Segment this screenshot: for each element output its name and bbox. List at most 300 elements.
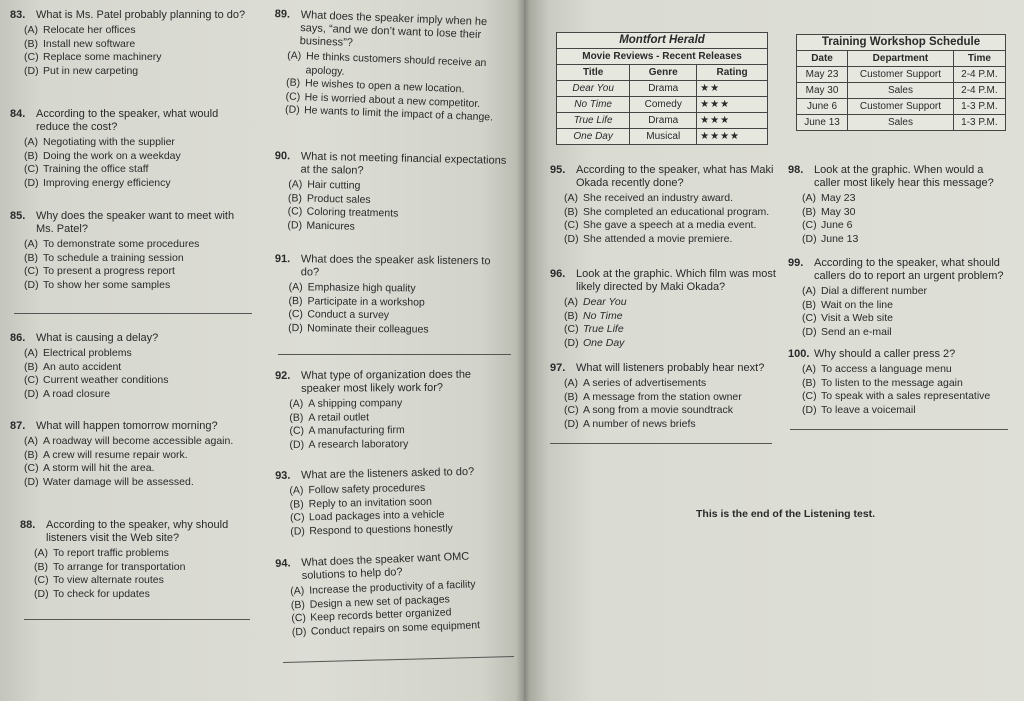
option-text: A roadway will become accessible again. <box>43 435 234 447</box>
question-text: According to the speaker, what would reduce the cost? <box>36 108 219 133</box>
schedule-header-date: Date <box>797 51 848 67</box>
option-letter: (D) <box>290 524 305 538</box>
answer-option <box>24 150 250 164</box>
option-letter: (C) <box>289 511 305 524</box>
answer-option <box>802 299 1010 313</box>
answer-option <box>24 361 250 375</box>
question-number: 87. <box>10 420 26 432</box>
movie-cell: ★★★★ <box>697 129 768 145</box>
movie-cell: ★★★ <box>697 113 768 129</box>
movie-row <box>557 97 768 113</box>
option-text: Wait on the line <box>821 298 893 311</box>
option-text: A research laboratory <box>308 437 409 451</box>
answer-option <box>24 136 250 150</box>
answer-option <box>24 24 250 38</box>
question-number: 95. <box>550 164 566 176</box>
answer-option <box>34 561 250 575</box>
answer-option <box>24 252 250 266</box>
question-number: 85. <box>10 210 26 222</box>
option-letter: (C) <box>24 265 39 277</box>
option-letter: (C) <box>802 219 817 231</box>
option-letter: (B) <box>802 376 816 389</box>
option-letter: (B) <box>24 149 38 162</box>
question-stem <box>788 348 1010 361</box>
option-text: Replace some machinery <box>43 51 162 63</box>
question-92 <box>275 368 512 452</box>
option-letter: (A) <box>564 377 578 389</box>
question-number: 90. <box>274 150 291 163</box>
movie-cell: Musical <box>630 129 697 145</box>
option-text: To present a progress report <box>43 265 175 277</box>
schedule-header-time: Time <box>953 51 1005 67</box>
answer-option <box>24 388 250 402</box>
option-letter: (C) <box>24 462 39 474</box>
question-text: According to the speaker, what has Maki Okada recently done? <box>576 164 774 189</box>
option-letter: (C) <box>802 312 817 324</box>
option-text: Electrical problems <box>43 347 132 359</box>
option-letter: (A) <box>24 24 38 36</box>
movie-table-title: Montfort Herald <box>557 33 768 49</box>
movie-cell: Drama <box>630 113 697 129</box>
question-89 <box>271 8 501 125</box>
question-98 <box>788 164 1010 246</box>
schedule-row <box>797 67 1006 83</box>
option-text: To demonstrate some procedures <box>43 238 200 250</box>
answer-option <box>802 404 1010 418</box>
question-stem <box>274 8 501 56</box>
schedule-cell: June 6 <box>797 99 848 115</box>
option-text: An auto accident <box>43 360 122 373</box>
question-84 <box>10 108 250 190</box>
option-letter: (D) <box>291 625 307 638</box>
schedule-cell: 1-3 P.M. <box>953 115 1005 131</box>
answer-options <box>288 281 511 337</box>
schedule-cell: 2-4 P.M. <box>953 67 1005 83</box>
question-86 <box>10 332 250 401</box>
answer-option <box>24 476 250 490</box>
answer-options <box>564 377 776 431</box>
question-number: 83. <box>10 9 26 21</box>
option-letter: (C) <box>24 374 39 386</box>
schedule-cell: Customer Support <box>848 99 954 115</box>
question-stem <box>550 164 776 190</box>
movie-cell: ★★★ <box>697 97 768 113</box>
answer-option <box>564 296 776 310</box>
option-letter: (D) <box>564 336 579 349</box>
option-letter: (B) <box>34 560 48 573</box>
answer-options <box>24 136 250 190</box>
option-text: Participate in a workshop <box>307 294 425 309</box>
schedule-cell: 2-4 P.M. <box>953 83 1005 99</box>
movie-header-rating: Rating <box>697 65 768 81</box>
schedule-row <box>797 83 1006 99</box>
option-text: Put in new carpeting <box>43 64 139 77</box>
answer-option <box>564 391 776 405</box>
option-letter: (B) <box>24 37 38 50</box>
answer-options <box>290 577 514 639</box>
question-text: Look at the graphic. When would a caller most likely hear this message? <box>814 164 994 189</box>
answer-option <box>24 38 250 52</box>
option-letter: (A) <box>802 192 816 204</box>
option-letter: (D) <box>288 321 303 334</box>
movie-cell: True Life <box>557 113 630 129</box>
question-91 <box>274 253 511 337</box>
option-text: She completed an educational program. <box>583 205 770 218</box>
section-divider <box>283 656 514 663</box>
answer-options <box>802 285 1010 339</box>
answer-options <box>564 296 776 350</box>
option-letter: (B) <box>285 76 301 90</box>
option-text: To schedule a training session <box>43 251 184 264</box>
answer-option <box>802 312 1010 326</box>
question-number: 92. <box>275 369 291 382</box>
question-83 <box>10 9 250 78</box>
answer-option <box>564 377 776 391</box>
option-letter: (A) <box>24 136 38 148</box>
option-letter: (D) <box>564 232 579 245</box>
question-text: What is causing a delay? <box>36 332 159 344</box>
question-text: What is Ms. Patel probably planning to do? <box>36 9 246 21</box>
answer-option <box>802 206 1010 220</box>
option-text: To show her some samples <box>43 278 171 291</box>
answer-options <box>24 238 250 292</box>
option-text: To listen to the message again <box>821 376 963 389</box>
option-letter: (A) <box>286 49 302 63</box>
option-text: Manicures <box>306 219 355 233</box>
answer-options <box>24 347 250 401</box>
option-letter: (A) <box>24 238 38 250</box>
schedule-cell: 1-3 P.M. <box>953 99 1005 115</box>
option-text: Dear You <box>583 296 627 308</box>
answer-options <box>24 24 250 78</box>
answer-option <box>802 326 1010 340</box>
answer-option <box>24 347 250 361</box>
option-text: True Life <box>583 323 624 335</box>
option-text: Doing the work on a weekday <box>43 149 181 162</box>
question-text: What is not meeting financial expectations at the salon? <box>300 150 507 177</box>
option-text: A storm will hit the area. <box>43 462 155 474</box>
answer-option <box>289 437 511 452</box>
option-text: Follow safety procedures <box>308 481 426 497</box>
answer-option <box>802 390 1010 404</box>
option-text: June 6 <box>821 219 853 231</box>
option-letter: (C) <box>564 219 579 231</box>
question-number: 98. <box>788 164 804 176</box>
answer-option <box>24 462 250 476</box>
section-divider <box>790 429 1008 430</box>
option-letter: (A) <box>289 484 304 497</box>
option-letter: (C) <box>24 51 39 63</box>
answer-option <box>802 233 1010 247</box>
question-number: 94. <box>275 557 291 570</box>
schedule-row <box>797 115 1006 131</box>
book-gutter <box>516 0 530 701</box>
question-text: What will listeners probably hear next? <box>576 362 765 374</box>
option-text: Keep records better organized <box>310 606 452 624</box>
movie-row <box>557 81 768 97</box>
answer-option <box>288 322 510 338</box>
schedule-cell: Sales <box>848 83 954 99</box>
option-letter: (A) <box>290 584 305 598</box>
schedule-cell: May 30 <box>797 83 848 99</box>
question-number: 96. <box>550 268 566 280</box>
question-stem <box>10 332 250 345</box>
option-text: She attended a movie premiere. <box>583 232 733 245</box>
option-letter: (B) <box>564 390 578 403</box>
answer-option <box>564 337 776 351</box>
question-stem <box>550 268 776 294</box>
schedule-cell: Customer Support <box>848 67 954 83</box>
question-100 <box>788 348 1010 417</box>
question-number: 86. <box>10 332 26 344</box>
question-text: Why should a caller press 2? <box>814 348 956 360</box>
question-number: 100. <box>788 348 810 360</box>
answer-options <box>802 363 1010 417</box>
answer-option <box>24 279 250 293</box>
answer-option <box>802 285 1010 299</box>
question-number: 97. <box>550 362 566 374</box>
movie-row <box>557 129 768 145</box>
movie-header-genre: Genre <box>630 65 697 81</box>
option-letter: (A) <box>24 347 38 359</box>
option-letter: (B) <box>290 598 306 611</box>
question-text: Look at the graphic. Which film was most likely directed by Maki Okada? <box>576 268 776 293</box>
option-text: He wishes to open a new location. <box>304 77 465 96</box>
option-letter: (A) <box>802 285 816 297</box>
option-letter: (D) <box>34 587 49 600</box>
question-95 <box>550 164 776 246</box>
option-letter: (C) <box>291 611 307 625</box>
option-letter: (D) <box>287 218 303 232</box>
option-text: Install new software <box>43 37 136 50</box>
answer-option <box>34 547 250 561</box>
movie-cell: No Time <box>557 97 630 113</box>
movie-cell: Drama <box>630 81 697 97</box>
question-85 <box>10 210 250 292</box>
movie-reviews-table <box>556 32 768 145</box>
section-divider <box>24 619 250 620</box>
movie-cell: One Day <box>557 129 630 145</box>
question-stem <box>20 519 250 545</box>
answer-option <box>24 374 250 388</box>
option-text: A crew will resume repair work. <box>43 448 188 461</box>
answer-option <box>24 449 250 463</box>
option-text: A shipping company <box>308 397 403 410</box>
question-number: 89. <box>274 8 291 21</box>
question-text: What does the speaker imply when he says, “and we don’t want to lose their business”? <box>299 8 488 50</box>
option-letter: (C) <box>289 424 305 437</box>
answer-option <box>24 435 250 449</box>
option-letter: (D) <box>24 475 39 488</box>
question-stem <box>275 368 511 396</box>
answer-options <box>24 435 250 489</box>
schedule-header-department: Department <box>848 51 954 67</box>
option-text: Relocate her offices <box>43 24 136 36</box>
option-letter: (D) <box>802 325 817 338</box>
option-text: Increase the productivity of a facility <box>309 578 476 597</box>
option-text: Nominate their colleagues <box>307 321 429 336</box>
question-text: What does the speaker ask listeners to do? <box>300 253 491 279</box>
question-text: According to the speaker, what should callers do to report an urgent problem? <box>814 257 1004 282</box>
option-text: Visit a Web site <box>821 312 893 324</box>
option-text: Send an e-mail <box>821 325 892 338</box>
answer-option <box>24 177 250 191</box>
question-number: 91. <box>274 253 291 266</box>
question-stem <box>275 253 511 281</box>
option-text: Improving energy efficiency <box>43 176 171 189</box>
section-divider <box>550 443 772 444</box>
option-text: Product sales <box>306 192 371 206</box>
option-letter: (A) <box>24 435 38 447</box>
option-letter: (C) <box>564 323 579 335</box>
answer-option <box>34 574 250 588</box>
right-page <box>524 0 1024 701</box>
movie-cell: Comedy <box>630 97 697 113</box>
section-divider <box>278 354 511 355</box>
option-letter: (B) <box>287 191 303 205</box>
question-stem <box>10 210 250 236</box>
answer-option <box>564 418 776 432</box>
movie-table-subtitle: Movie Reviews - Recent Releases <box>557 49 768 65</box>
question-text: According to the speaker, why should listeners visit the Web site? <box>46 519 229 544</box>
option-letter: (C) <box>285 89 301 103</box>
option-text: A road closure <box>43 387 111 400</box>
option-letter: (D) <box>284 103 300 117</box>
option-text: Negotiating with the supplier <box>43 136 175 148</box>
option-letter: (B) <box>24 251 38 264</box>
question-96 <box>550 268 776 350</box>
option-letter: (C) <box>288 308 304 321</box>
question-number: 88. <box>20 519 36 531</box>
option-text: Load packages into a vehicle <box>308 508 445 524</box>
option-letter: (A) <box>289 397 304 410</box>
answer-option <box>802 377 1010 391</box>
option-text: Dial a different number <box>821 285 928 297</box>
schedule-cell: Sales <box>848 115 954 131</box>
movie-header-title: Title <box>557 65 630 81</box>
question-93 <box>275 465 512 539</box>
option-letter: (B) <box>24 448 38 461</box>
option-text: A retail outlet <box>308 410 370 424</box>
option-text: May 23 <box>821 192 856 204</box>
answer-option <box>564 219 776 233</box>
answer-option <box>34 588 250 602</box>
question-stem <box>10 420 250 433</box>
option-text: To speak with a sales representative <box>821 390 991 402</box>
answer-option <box>564 206 776 220</box>
answer-options <box>285 50 499 126</box>
option-text: She received an industry award. <box>583 192 733 204</box>
option-text: Hair cutting <box>307 178 361 192</box>
answer-option <box>802 192 1010 206</box>
training-schedule-table <box>796 34 1006 131</box>
option-text: June 13 <box>821 232 859 245</box>
option-text: Training the office staff <box>43 163 149 175</box>
option-letter: (A) <box>288 281 303 294</box>
answer-option <box>564 323 776 337</box>
option-text: Emphasize high quality <box>307 281 416 295</box>
movie-cell: ★★ <box>697 81 768 97</box>
option-text: To check for updates <box>53 587 150 600</box>
option-text: Respond to questions honestly <box>309 521 453 537</box>
question-text: What type of organization does the speaker most likely work for? <box>300 368 472 395</box>
question-stem <box>10 9 250 22</box>
option-letter: (B) <box>24 360 38 373</box>
option-text: A song from a movie soundtrack <box>583 404 733 416</box>
option-letter: (A) <box>564 296 578 308</box>
option-letter: (D) <box>24 387 39 400</box>
option-text: To view alternate routes <box>53 574 164 586</box>
schedule-rows <box>797 67 1006 131</box>
option-letter: (B) <box>564 205 578 218</box>
option-letter: (D) <box>24 64 39 77</box>
option-letter: (D) <box>289 438 305 451</box>
option-text: Water damage will be assessed. <box>43 475 194 488</box>
question-88 <box>20 519 250 601</box>
option-text: Design a new set of packages <box>309 592 451 611</box>
question-94 <box>275 549 514 640</box>
option-text: One Day <box>583 336 625 349</box>
schedule-table-title: Training Workshop Schedule <box>797 35 1006 51</box>
option-text: May 30 <box>821 205 856 218</box>
option-letter: (A) <box>564 192 578 204</box>
option-text: She gave a speech at a media event. <box>583 219 757 231</box>
question-stem <box>788 164 1010 190</box>
answer-option <box>564 233 776 247</box>
option-text: To report traffic problems <box>53 547 169 559</box>
answer-option <box>802 363 1010 377</box>
question-text: What are the listeners asked to do? <box>300 465 475 482</box>
option-text: No Time <box>583 309 623 322</box>
option-letter: (B) <box>289 497 304 511</box>
option-letter: (A) <box>802 363 816 375</box>
question-97 <box>550 362 776 431</box>
answer-option <box>24 265 250 279</box>
option-text: He is worried about a new competitor. <box>304 90 481 110</box>
movie-row <box>557 113 768 129</box>
answer-options <box>287 178 510 237</box>
option-letter: (D) <box>24 176 39 189</box>
option-letter: (C) <box>34 574 49 586</box>
option-text: A message from the station owner <box>583 390 742 403</box>
answer-option <box>24 238 250 252</box>
answer-option <box>24 51 250 65</box>
question-99 <box>788 257 1010 339</box>
question-stem <box>550 362 776 375</box>
question-stem <box>788 257 1010 283</box>
answer-options <box>34 547 250 601</box>
option-text: Conduct repairs on some equipment <box>310 618 481 638</box>
question-number: 84. <box>10 108 26 120</box>
answer-option <box>564 192 776 206</box>
option-text: A number of news briefs <box>583 417 696 430</box>
option-text: A series of advertisements <box>583 377 707 389</box>
question-text: What does the speaker want OMC solutions to help do? <box>300 550 470 582</box>
answer-option <box>24 163 250 177</box>
option-letter: (B) <box>802 205 816 218</box>
question-90 <box>273 150 511 237</box>
answer-option <box>564 310 776 324</box>
question-text: What will happen tomorrow morning? <box>36 420 218 432</box>
option-text: He wants to limit the impact of a change. <box>303 104 494 124</box>
option-text: A manufacturing firm <box>308 424 405 437</box>
option-letter: (B) <box>288 294 303 307</box>
movie-rows <box>557 81 768 145</box>
option-letter: (B) <box>564 309 578 322</box>
answer-options <box>802 192 1010 246</box>
option-text: Coloring treatments <box>306 205 399 220</box>
end-of-test-text: This is the end of the Listening test. <box>696 508 876 520</box>
